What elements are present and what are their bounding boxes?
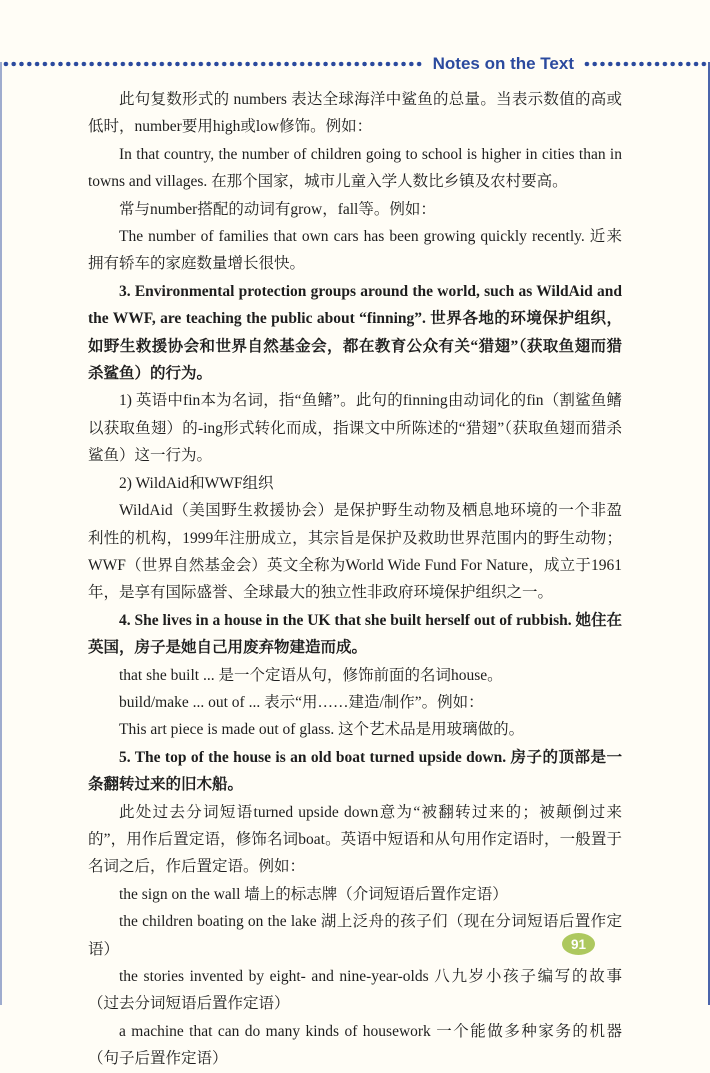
page-number-badge <box>562 933 595 955</box>
notes-text-body <box>88 86 622 1073</box>
note-heading-5: 5. The top of the house is an old boat turned upside down. 房子的顶部是一条翻转过来的旧木船。 <box>88 748 622 794</box>
paragraph-example-phrase: a machine that can do many kinds of housework 一个能做多种家务的机器（句子后置作定语） <box>88 1022 622 1068</box>
section-header <box>0 52 710 76</box>
section-title: Notes on the Text <box>432 54 574 73</box>
paragraph-example-phrase: the sign on the wall 墙上的标志牌（介词短语后置作定语） <box>119 885 508 903</box>
paragraph-turned-upside-down: 此处过去分词短语turned upside down意为“被翻转过来的；被颠倒过来的”，用作后置定语，修饰名词boat。英语中短语和从句用作定语时，一般置于名词之后，作后置定语。例如： <box>88 803 622 876</box>
paragraph-example-phrase: the stories invented by eight- and nine-year-olds 八九岁小孩子编写的故事（过去分词短语后置作定语） <box>88 968 622 1013</box>
page-number: 91 <box>570 936 587 952</box>
dotted-rule-right <box>583 61 709 67</box>
page-border-left-rule <box>0 62 2 1005</box>
note-heading-3: 3. Environmental protection groups around the world, such as WildAid and the WWF, are teaching the public about “finning”. 世界各地的环境保护组织，如野生救援协会和世界自然基金会，都在教育公众有关“猎翅”（获取鱼翅而猎杀鲨鱼）的行为。 <box>88 282 622 383</box>
paragraph-wildaid-wwf-detail: WildAid（美国野生救援协会）是保护野生动物及栖息地环境的一个非盈利性的机构，1999年注册成立，其宗旨是保护及救助世界范围内的野生动物；WWF（世界自然基金会）英文全称为World Wide Fund For Nature，成立于1961年，是享有国际盛誉、全球最大的独立性非政府环境保护组织之一。 <box>88 502 622 602</box>
note-heading-4: 4. She lives in a house in the UK that she built herself out of rubbish. 她住在英国，房子是她自己用废弃物建造而成。 <box>88 611 622 657</box>
paragraph-note-numbers: 此句复数形式的 numbers 表达全球海洋中鲨鱼的总量。当表示数值的高或低时，number要用high或low修饰。例如： <box>88 91 622 136</box>
paragraph-fin-explanation: 1) 英语中fin本为名词，指“鱼鳍”。此句的finning由动词化的fin（割鲨鱼鳍以获取鱼翅）的-ing形式转化而成，指课文中所陈述的“猎翅”（获取鱼翅而猎杀鲨鱼）这一行为。 <box>88 392 622 465</box>
paragraph-that-she-built: that she built ... 是一个定语从句，修饰前面的名词house。 <box>119 666 503 684</box>
paragraph-build-make-out-of: build/make ... out of ... 表示“用……建造/制作”。例如： <box>119 693 484 711</box>
paragraph-example-sentence: In that country, the number of children going to school is higher in cities than in towns and villages. 在那个国家，城市儿童入学人数比乡镇及农村要高。 <box>88 145 622 191</box>
paragraph-wildaid-wwf-label: 2) WildAid和WWF组织 <box>119 474 274 492</box>
paragraph-example-sentence: This art piece is made out of glass. 这个艺术品是用玻璃做的。 <box>119 721 525 739</box>
dotted-rule-left <box>2 61 424 67</box>
paragraph-example-sentence: The number of families that own cars has been growing quickly recently. 近来拥有轿车的家庭数量增长很快。 <box>88 228 622 273</box>
paragraph-example-phrase: the children boating on the lake 湖上泛舟的孩子们（现在分词短语后置作定语） <box>88 913 622 958</box>
paragraph-number-verbs: 常与number搭配的动词有grow，fall等。例如： <box>119 200 436 218</box>
